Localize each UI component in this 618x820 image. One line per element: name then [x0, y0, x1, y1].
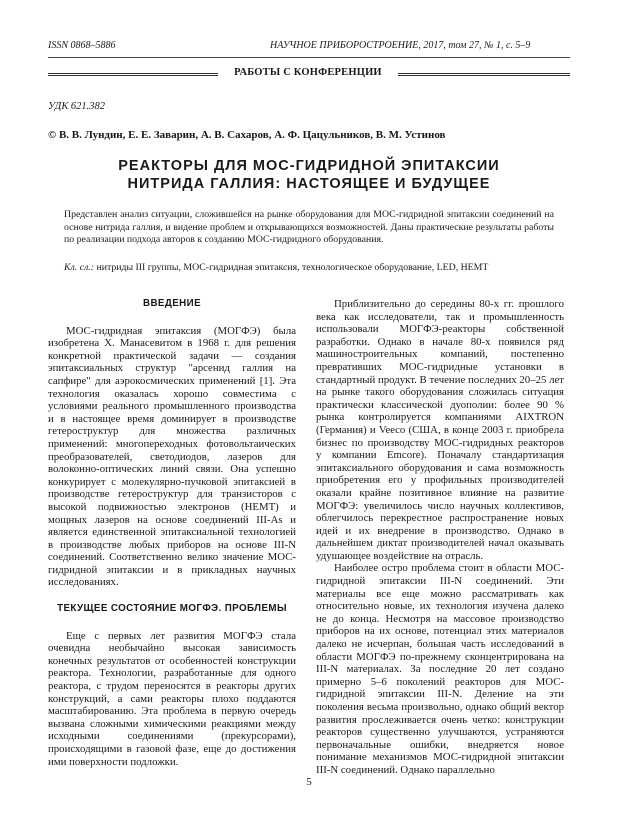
heading-current-state: ТЕКУЩЕЕ СОСТОЯНИЕ МОГФЭ. ПРОБЛЕМЫ — [57, 603, 287, 615]
problem-paragraph: Наиболее остро проблема стоит в области МОС-гидридной эпитаксии III-N соединений. Эти материалы все еще можно рассматривать как относительно новые, их технология изучена далеко не до конца. Несмотря на массовое производство приборов на их основе, потенциал этих материалов далеко не исчерпан, большая часть исследований в области МОГФЭ по-прежнему сконцентрирована на III-N материалах. За последние 20 лет создано примерно 5–6 поколений реакторов для МОС-гидридной эпитаксии III-N. Деление на эти поколения весьма произвольно, однако общий вектор развития прослеживается очень четко: конструкции реакторов существенно улучшаются, устраняются первоначальные ошибки, внедряется новое понимание механизмов МОС-гидридной эпитаксии III-N соединений. Однако параллельно — [316, 562, 564, 776]
page-number: 5 — [306, 776, 312, 788]
journal-header: НАУЧНОЕ ПРИБОРОСТРОЕНИЕ, 2017, том 27, № 1, c. 5–9 — [270, 40, 531, 51]
abstract: Представлен анализ ситуации, сложившейся на рынке оборудования для МОС-гидридной эпитаксии соединений на основе нитрида галлия, и видение проблем и открывающихся возможностей. Даны практические результаты работы по реализации подхода авторов к созданию МОС-гидридного оборудования. — [64, 209, 554, 245]
intro-paragraph: МОС-гидридная эпитаксия (МОГФЭ) была изобретена Х. Манасевитом в 1968 г. для решения конкретной практической задачи — создания эпитаксиальных структур "арсенид галлия на сапфире" для аэрокосмических применений [1]. Эта технология оказалась хорошо совместима с условиями реального промышленного производства и в настоящее время доминирует в производстве гетероструктур для множества различных применений: многопереходных фотовольтаических преобразователей, светодиодов, лазеров для волоконно-оптических линий связи. Она успешно конкурирует с молекулярно-пучковой эпитаксией в производстве гетероструктур для транзисторов с высокой подвижностью электронов (HEMT) и мощных лазеров на основе соединений III-As и является единственной эпитаксиальной технологией в производстве любых приборов на основе III-N соединений. Соответственно велико значение МОС-гидридной эпитаксии и в прикладных научных исследованиях. — [48, 324, 296, 589]
right-column — [316, 298, 564, 777]
issn-header: ISSN 0868–5886 — [48, 40, 116, 51]
section-banner — [48, 67, 570, 81]
section-banner-label: РАБОТЫ С КОНФЕРЕНЦИИ — [234, 67, 382, 78]
keywords — [64, 262, 554, 275]
authors-line: © В. В. Лундин, Е. Е. Заварин, А. В. Сахаров, А. Ф. Цацульников, В. М. Устинов — [48, 129, 446, 141]
current-state-paragraph: Еще с первых лет развития МОГФЭ стала очевидна необычайно высокая зависимость конечных результатов от особенностей конструкции реактора. Технологии, разработанные для одного реактора, с трудом переносятся в реакторы других конструкций, а сами реакторы плохо поддаются масштабированию. Эта проблема в первую очередь вызвана сложными химическими реакциями между исходными соединениями (прекурсорами), происходящими в газовой фазе, еще до достижения ими поверхности подложки. — [48, 629, 296, 768]
header-rule — [48, 57, 570, 58]
market-paragraph: Приблизительно до середины 80-х гг. прошлого века как исследователи, так и промышленность использовали МОГФЭ-реакторы собственной разработки. Однако в начале 80-х появился ряд машиностроительных компаний, постепенно превративших МОС-гидридные установки в стандартный продукт. В течение последних 20–25 лет на рынке такого оборудования сложилась ситуация практически классической дуополии: более 90 % рынка контролируется компаниями AIXTRON (Германия) и Veeco (США, в конце 2003 г. приобрела бизнес по производству МОС-гидридных реакторов у компании Emcore). Поначалу стандартизация эпитаксиального оборудования и сама возможность приобретения его у профильных производителей оказали крайне позитивное влияние на развитие МОГФЭ: увеличилось число научных коллективов, облегчилось перекрестное распространение новых идей и их внедрение в производство. Однако в дальнейшем диктат производителей начал оказывать удушающее воздействие на отрасль. — [316, 298, 564, 562]
keywords-text: нитриды III группы, МОС-гидридная эпитаксия, технологическое оборудование, LED, HEMT — [94, 262, 489, 273]
banner-line-left — [48, 73, 218, 76]
udk-code: УДК 621.382 — [48, 101, 106, 112]
heading-introduction: ВВЕДЕНИЕ — [142, 298, 202, 309]
title-line-1: РЕАКТОРЫ ДЛЯ МОС-ГИДРИДНОЙ ЭПИТАКСИИ — [118, 158, 500, 174]
keywords-label: Кл. сл.: — [64, 262, 95, 273]
banner-line-right — [398, 73, 570, 76]
article-title — [80, 157, 538, 193]
title-line-2: НИТРИДА ГАЛЛИЯ: НАСТОЯЩЕЕ И БУДУЩЕЕ — [127, 176, 491, 192]
left-column — [48, 298, 296, 768]
